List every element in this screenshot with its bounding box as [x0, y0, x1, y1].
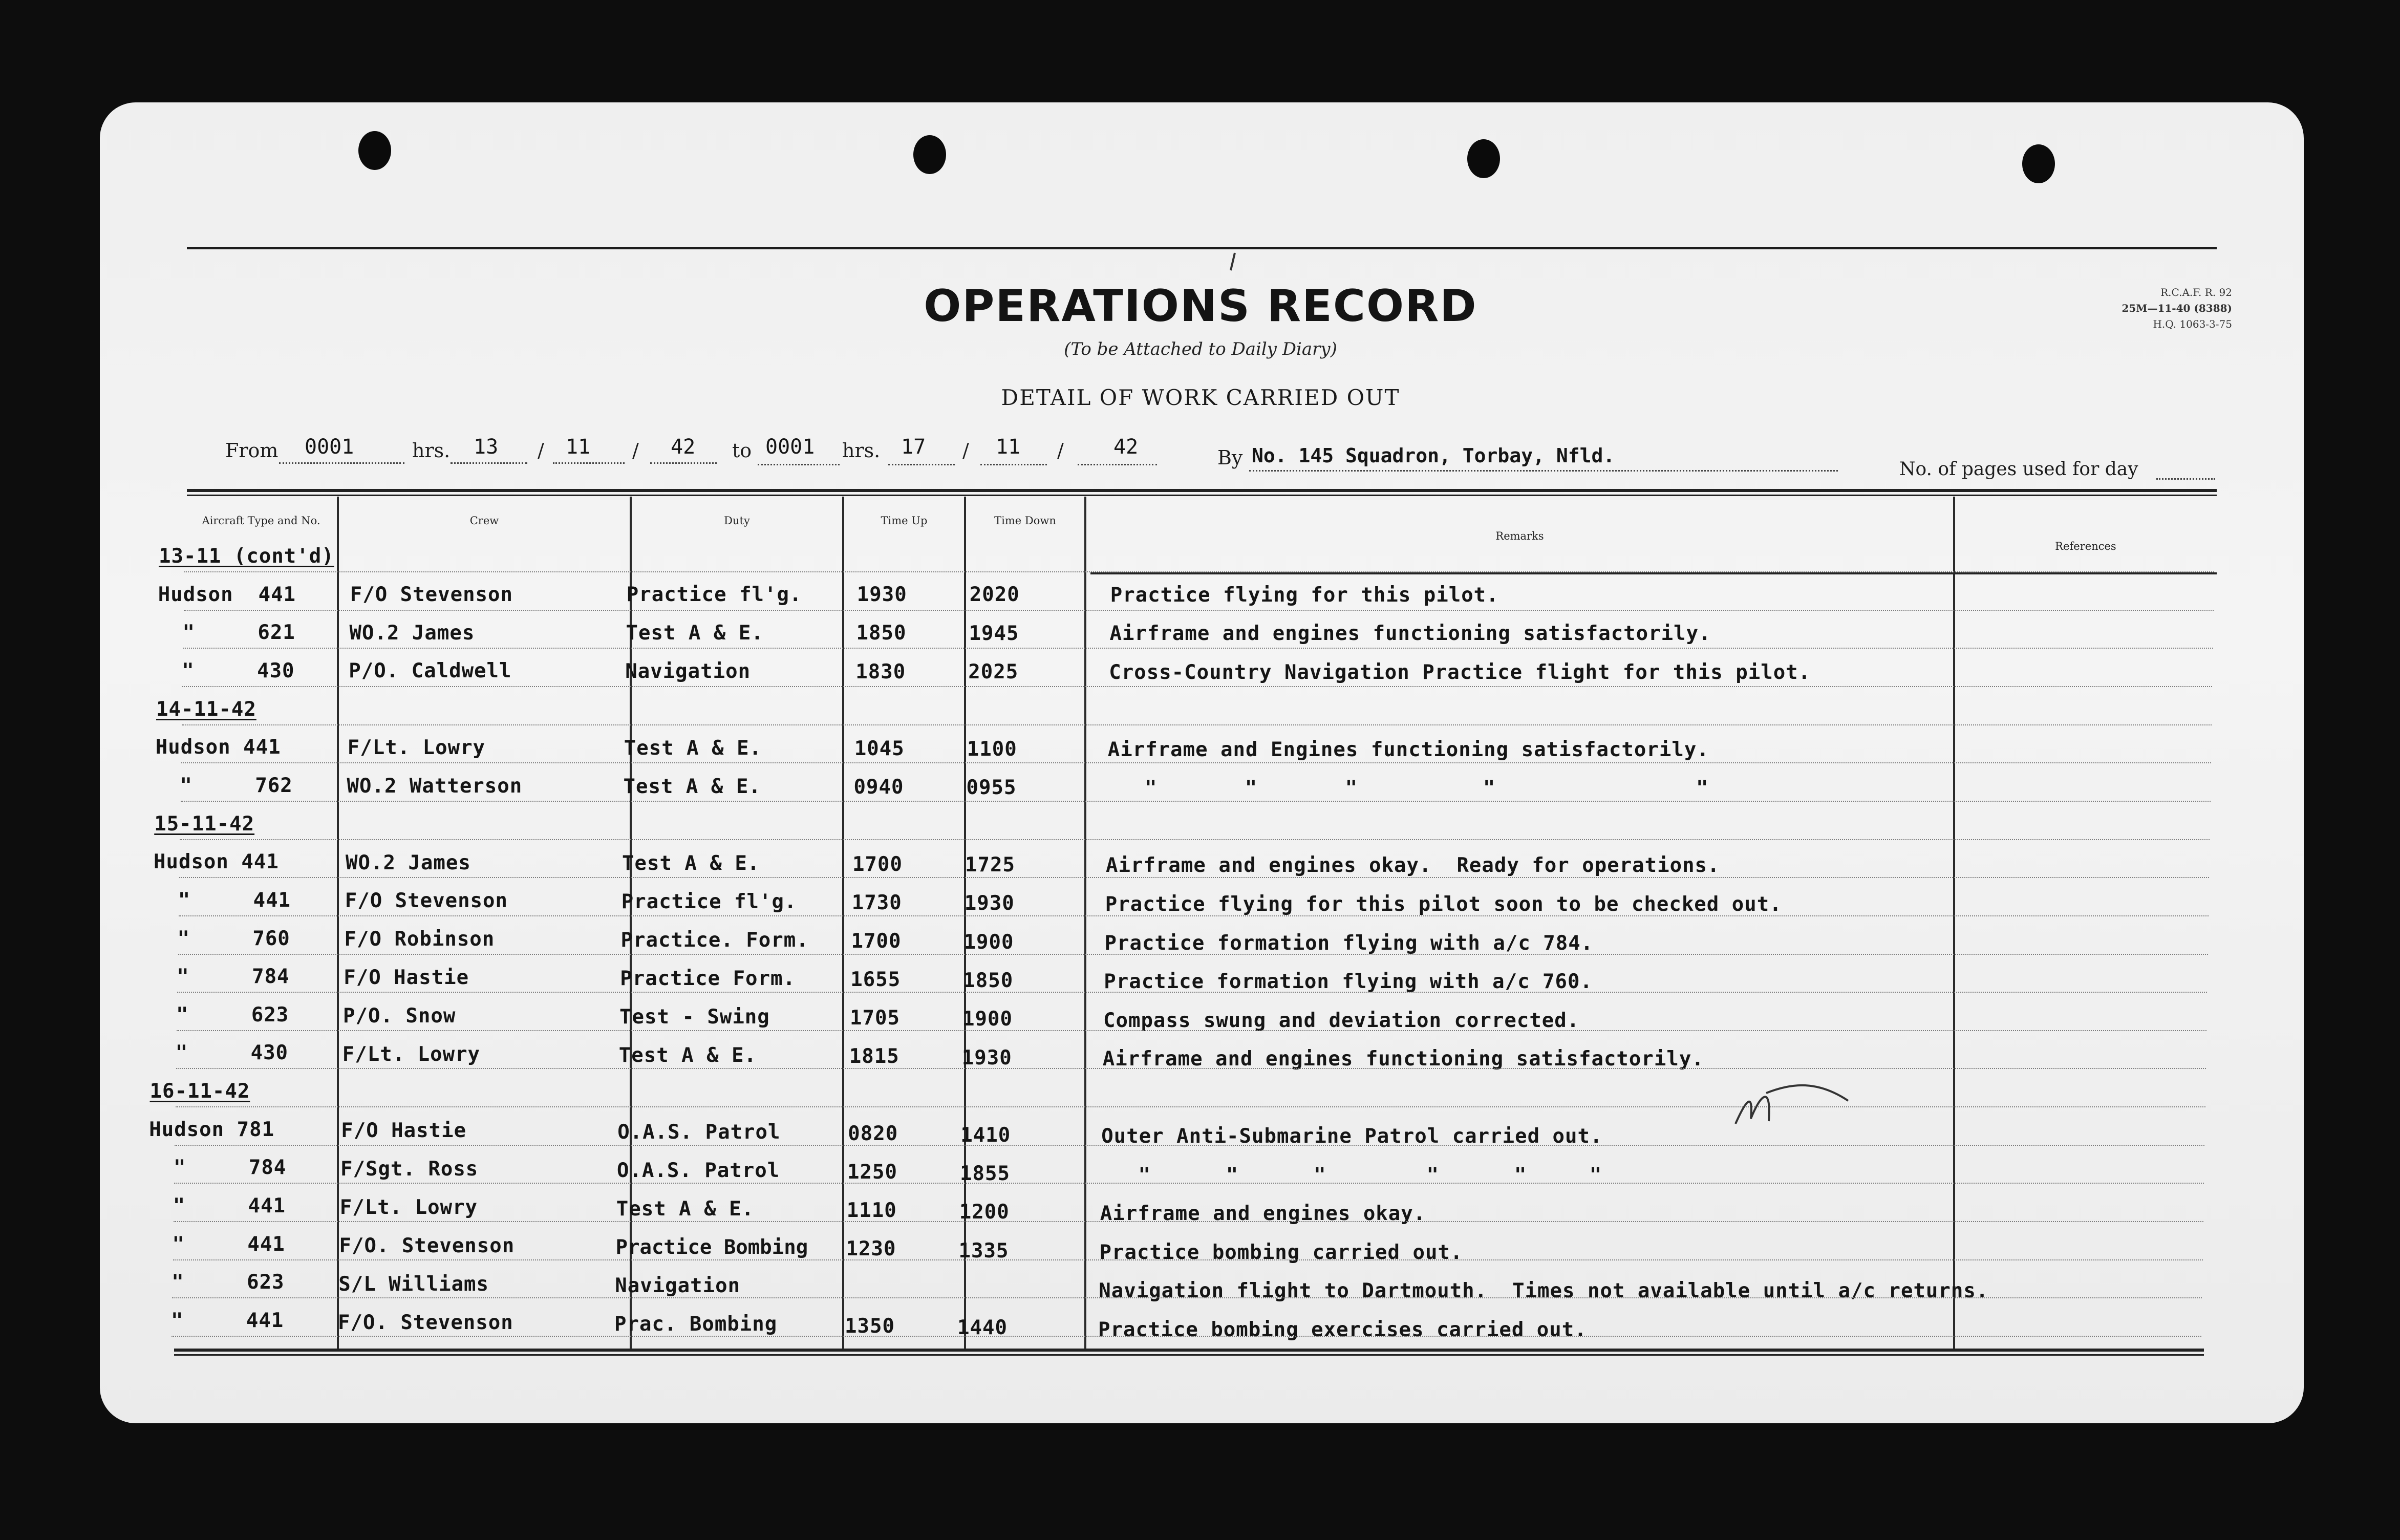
- from-day: 13: [474, 435, 499, 459]
- cell-aircraft: Hudson 781: [149, 1118, 275, 1141]
- form-code-line: R.C.A.F. R. 92: [2160, 286, 2232, 298]
- cell-time-down: 1930: [961, 1046, 1012, 1070]
- row-guide-line: [178, 954, 2208, 955]
- row-guide-line: [177, 1030, 2206, 1031]
- to-year: 42: [1113, 435, 1139, 459]
- cell-remarks: Airframe and engines functioning satisfactorily.: [1109, 622, 1711, 646]
- cell-time-down: 1900: [962, 1008, 1013, 1031]
- row-guide-line: [182, 724, 2212, 725]
- cell-duty: Test A & E.: [622, 852, 760, 875]
- cell-time-up: 1655: [850, 968, 901, 992]
- column-header-duty: Duty: [724, 515, 750, 527]
- row-guide-line: [176, 1068, 2206, 1069]
- cell-duty: Practice fl'g.: [621, 890, 797, 914]
- cell-time-up: 1045: [854, 737, 905, 760]
- cell-duty: Test - Swing: [619, 1006, 770, 1029]
- cell-time-down: 1200: [959, 1201, 1010, 1224]
- row-guide-line: [172, 1297, 2202, 1298]
- cell-crew: WO.2 James: [346, 851, 471, 874]
- to-month-line: [980, 464, 1047, 465]
- cell-aircraft: Hudson 441: [158, 583, 296, 606]
- document-heading: DETAIL OF WORK CARRIED OUT: [1001, 385, 1400, 410]
- cell-duty: Navigation: [615, 1274, 741, 1298]
- punch-hole: [358, 131, 391, 170]
- cell-crew: F/O Hastie: [341, 1119, 467, 1143]
- to-time-line: [758, 464, 840, 465]
- date-heading: 14-11-42: [156, 697, 256, 721]
- row-guide-line: [181, 801, 2211, 802]
- row-guide-line: [181, 762, 2211, 763]
- pages-label: No. of pages used for day: [1899, 459, 2138, 480]
- cell-duty: Test A & E.: [616, 1197, 755, 1221]
- cell-duty: O.A.S. Patrol: [617, 1159, 780, 1183]
- cell-aircraft: " 430: [157, 659, 295, 682]
- cell-time-down: 2025: [968, 660, 1019, 684]
- cell-aircraft: " 621: [157, 621, 295, 645]
- from-year: 42: [671, 435, 696, 459]
- to-month: 11: [996, 435, 1021, 459]
- cell-time-up: 1930: [856, 583, 907, 607]
- cell-aircraft: " 441: [146, 1309, 284, 1332]
- column-header-time-down: Time Down: [994, 515, 1056, 527]
- header-rule: [1090, 572, 2217, 574]
- cell-time-down: 1855: [960, 1162, 1010, 1185]
- cell-remarks: Airframe and engines functioning satisfactorily.: [1102, 1047, 1704, 1071]
- table-top-rule-2: [187, 495, 2217, 496]
- cell-remarks: Practice formation flying with a/c 784.: [1104, 931, 1594, 955]
- cell-time-up: 1700: [852, 852, 903, 876]
- cell-remarks: Airframe and engines okay. Ready for operations.: [1106, 854, 1720, 878]
- to-day-line: [888, 464, 955, 465]
- cell-time-down: 2020: [969, 583, 1020, 607]
- cell-crew: F/O Stevenson: [345, 889, 508, 913]
- from-time-line: [279, 462, 404, 464]
- cell-duty: Practice fl'g.: [626, 583, 802, 606]
- cell-time-up: 1815: [849, 1045, 899, 1068]
- cell-crew: P/O. Caldwell: [349, 659, 512, 683]
- row-guide-line: [184, 571, 2214, 572]
- cell-duty: Prac. Bombing: [614, 1313, 778, 1336]
- row-guide-line: [175, 1145, 2204, 1146]
- punch-hole: [913, 135, 946, 174]
- date-heading: 13-11 (cont'd): [159, 545, 334, 568]
- cell-remarks: Navigation flight to Dartmouth. Times not available until a/c returns.: [1099, 1279, 1989, 1303]
- pencil-tick: [1228, 252, 1238, 272]
- date-slash: /: [1057, 439, 1064, 462]
- cell-duty: Navigation: [625, 660, 751, 683]
- from-year-line: [650, 462, 717, 464]
- form-code: [2027, 285, 2232, 332]
- pages-line: [2156, 478, 2215, 480]
- hrs-label: hrs.: [412, 439, 451, 462]
- document-title: OPERATIONS RECORD: [924, 281, 1477, 332]
- cell-duty: Practice Bombing: [615, 1236, 808, 1259]
- cell-time-down: 1850: [963, 969, 1014, 993]
- cell-crew: F/O Robinson: [344, 928, 495, 951]
- cell-aircraft: " 441: [147, 1194, 286, 1218]
- column-header-references: References: [2055, 540, 2116, 552]
- document-subtitle: (To be Attached to Daily Diary): [1064, 339, 1337, 359]
- column-header-time-up: Time Up: [881, 515, 928, 527]
- date-heading: 15-11-42: [154, 812, 255, 836]
- cell-remarks: Practice bombing carried out.: [1099, 1240, 1463, 1264]
- cell-time-up: 1850: [856, 622, 907, 645]
- handwritten-mark: [1730, 1070, 1858, 1137]
- from-day-line: [451, 462, 527, 464]
- cell-crew: F/Lt. Lowry: [339, 1196, 478, 1220]
- cell-time-up: 1250: [847, 1161, 897, 1184]
- cell-aircraft: " 441: [153, 888, 291, 912]
- row-guide-line: [179, 915, 2209, 916]
- cell-crew: F/O Stevenson: [350, 583, 513, 606]
- cell-aircraft: " 623: [146, 1271, 285, 1294]
- cell-remarks: Airframe and engines okay.: [1100, 1202, 1426, 1226]
- punch-hole: [1467, 139, 1500, 178]
- cell-crew: F/Sgt. Ross: [340, 1158, 479, 1181]
- row-guide-line: [180, 839, 2210, 840]
- table-bottom-rule: [174, 1349, 2204, 1352]
- by-label: By: [1217, 446, 1243, 469]
- cell-aircraft: " 760: [152, 927, 290, 950]
- cell-time-up: 0940: [853, 776, 904, 799]
- row-guide-line: [177, 992, 2207, 993]
- to-year-line: [1078, 464, 1157, 465]
- cell-time-down: 0955: [966, 776, 1017, 800]
- cell-crew: F/O. Stevenson: [338, 1311, 513, 1334]
- cell-remarks: " " " " " ": [1101, 1163, 1602, 1187]
- cell-duty: Test A & E.: [626, 622, 764, 645]
- cell-time-up: 1705: [850, 1007, 900, 1030]
- table-bottom-rule-2: [174, 1354, 2204, 1356]
- cell-remarks: Outer Anti-Submarine Patrol carried out.: [1101, 1125, 1603, 1148]
- cell-aircraft: " 441: [147, 1232, 285, 1256]
- from-label: From: [225, 439, 278, 462]
- cell-time-up: 1350: [845, 1314, 895, 1338]
- cell-time-down: 1100: [967, 737, 1017, 761]
- row-guide-line: [172, 1336, 2201, 1337]
- cell-time-up: 1110: [846, 1199, 897, 1223]
- cell-aircraft: " 623: [151, 1003, 289, 1026]
- squadron-name: No. 145 Squadron, Torbay, Nfld.: [1252, 444, 1615, 467]
- cell-time-up: 1830: [855, 660, 906, 683]
- row-guide-line: [173, 1259, 2203, 1260]
- cell-time-down: 1930: [964, 892, 1015, 915]
- to-day: 17: [901, 435, 926, 459]
- table-top-rule: [187, 489, 2217, 492]
- date-slash: /: [962, 439, 969, 462]
- cell-time-up: 0820: [848, 1122, 898, 1145]
- cell-remarks: Practice formation flying with a/c 760.: [1104, 970, 1593, 994]
- top-rule: [187, 247, 2217, 249]
- cell-crew: WO.2 James: [349, 621, 475, 645]
- form-code-line: H.Q. 1063-3-75: [2153, 318, 2232, 330]
- cell-crew: F/O Hastie: [344, 966, 469, 990]
- cell-remarks: Practice flying for this pilot.: [1110, 583, 1499, 607]
- squadron-line: [1249, 470, 1838, 472]
- cell-remarks: Practice flying for this pilot soon to be checked out.: [1105, 892, 1782, 916]
- column-header-crew: Crew: [469, 515, 499, 527]
- row-guide-line: [184, 610, 2214, 611]
- cell-time-down: 1725: [965, 853, 1015, 876]
- cell-crew: WO.2 Watterson: [347, 774, 523, 798]
- cell-time-down: 1900: [963, 930, 1014, 954]
- punch-hole: [2022, 144, 2055, 183]
- cell-aircraft: Hudson 441: [154, 850, 279, 874]
- cell-aircraft: " 784: [152, 965, 290, 989]
- from-time: 0001: [305, 435, 354, 459]
- date-slash: /: [632, 439, 639, 462]
- to-label: to: [732, 439, 752, 462]
- cell-aircraft: " 784: [148, 1156, 287, 1180]
- cell-time-up: 1730: [851, 891, 902, 914]
- row-guide-line: [183, 648, 2213, 649]
- cell-time-down: 1410: [960, 1123, 1011, 1147]
- cell-remarks: " " " " ": [1107, 777, 1709, 800]
- cell-duty: Test A & E.: [618, 1044, 757, 1067]
- column-header-aircraft: Aircraft Type and No.: [202, 515, 320, 527]
- cell-aircraft: Hudson 441: [155, 736, 281, 759]
- row-guide-line: [174, 1183, 2204, 1184]
- cell-duty: Practice Form.: [620, 967, 796, 991]
- cell-crew: F/Lt. Lowry: [347, 736, 486, 760]
- date-heading: 16-11-42: [149, 1080, 250, 1103]
- cell-aircraft: " 430: [150, 1041, 289, 1065]
- cell-crew: S/L Williams: [338, 1272, 489, 1296]
- row-guide-line: [176, 1106, 2205, 1107]
- cell-duty: O.A.S. Patrol: [617, 1121, 781, 1144]
- cell-crew: P/O. Snow: [343, 1004, 456, 1028]
- form-code-line: 25M—11-40 (8388): [2122, 302, 2232, 314]
- cell-duty: Test A & E.: [623, 775, 761, 799]
- cell-time-up: 1230: [846, 1237, 896, 1261]
- cell-remarks: Airframe and Engines functioning satisfactorily.: [1107, 738, 1709, 761]
- cell-time-down: 1945: [969, 622, 1019, 645]
- cell-remarks: Cross-Country Navigation Practice flight for this pilot.: [1109, 660, 1811, 684]
- cell-time-down: 1440: [957, 1316, 1008, 1340]
- row-guide-line: [182, 686, 2212, 687]
- column-header-remarks: Remarks: [1495, 530, 1544, 542]
- date-slash: /: [538, 439, 544, 462]
- hrs-label-2: hrs.: [842, 439, 881, 462]
- cell-crew: F/Lt. Lowry: [342, 1042, 481, 1066]
- cell-time-up: 1700: [851, 929, 902, 953]
- cell-duty: Test A & E.: [624, 737, 762, 760]
- cell-duty: Practice. Form.: [620, 929, 809, 952]
- cell-aircraft: " 762: [155, 774, 293, 797]
- from-month-line: [553, 462, 625, 464]
- cell-remarks: Practice bombing exercises carried out.: [1098, 1318, 1587, 1341]
- cell-remarks: Compass swung and deviation corrected.: [1103, 1009, 1580, 1032]
- from-month: 11: [566, 435, 591, 459]
- cell-time-down: 1335: [958, 1239, 1009, 1263]
- to-time: 0001: [765, 435, 815, 459]
- row-guide-line: [174, 1221, 2203, 1222]
- row-guide-line: [179, 877, 2209, 878]
- cell-crew: F/O. Stevenson: [339, 1234, 515, 1257]
